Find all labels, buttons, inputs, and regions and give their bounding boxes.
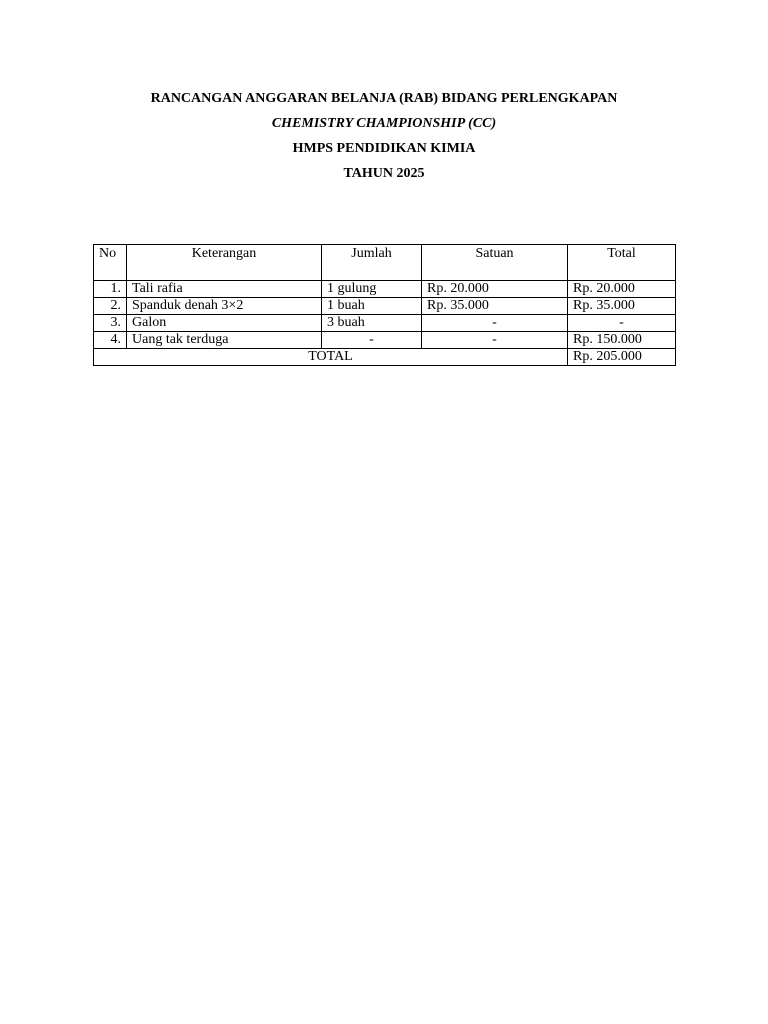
table-row	[94, 298, 676, 315]
column-header-keterangan: Keterangan	[127, 245, 322, 281]
column-header-jumlah: Jumlah	[322, 245, 422, 281]
event-name: CHEMISTRY CHAMPIONSHIP (CC)	[271, 116, 497, 131]
cell-satuan: Rp. 20.000	[422, 281, 568, 298]
cell-jumlah: -	[322, 332, 422, 349]
cell-total: Rp. 150.000	[568, 332, 676, 349]
column-header-total: Total	[568, 245, 676, 281]
cell-satuan: -	[422, 315, 568, 332]
cell-total: Rp. 20.000	[568, 281, 676, 298]
table-row	[94, 281, 676, 298]
table-total-row	[94, 349, 676, 366]
cell-jumlah: 1 buah	[322, 298, 422, 315]
cell-satuan: -	[422, 332, 568, 349]
cell-satuan: Rp. 35.000	[422, 298, 568, 315]
table-header-row	[94, 245, 676, 281]
cell-keterangan: Tali rafia	[127, 281, 322, 298]
column-header-no: No	[94, 245, 127, 281]
cell-no: 3.	[94, 315, 127, 332]
cell-no: 2.	[94, 298, 127, 315]
cell-jumlah: 1 gulung	[322, 281, 422, 298]
budget-table	[93, 244, 676, 366]
cell-keterangan: Uang tak terduga	[127, 332, 322, 349]
cell-no: 4.	[94, 332, 127, 349]
cell-total: -	[568, 315, 676, 332]
cell-total: Rp. 35.000	[568, 298, 676, 315]
document-header	[0, 86, 768, 186]
total-label: TOTAL	[94, 349, 568, 366]
cell-no: 1.	[94, 281, 127, 298]
cell-jumlah: 3 buah	[322, 315, 422, 332]
cell-keterangan: Galon	[127, 315, 322, 332]
column-header-satuan: Satuan	[422, 245, 568, 281]
organization-name: HMPS PENDIDIKAN KIMIA	[292, 141, 476, 156]
total-value: Rp. 205.000	[568, 349, 676, 366]
table-row	[94, 332, 676, 349]
document-title: RANCANGAN ANGGARAN BELANJA (RAB) BIDANG PERLENGKAPAN	[150, 91, 618, 106]
table-row	[94, 315, 676, 332]
cell-keterangan: Spanduk denah 3×2	[127, 298, 322, 315]
document-year: TAHUN 2025	[343, 166, 425, 181]
